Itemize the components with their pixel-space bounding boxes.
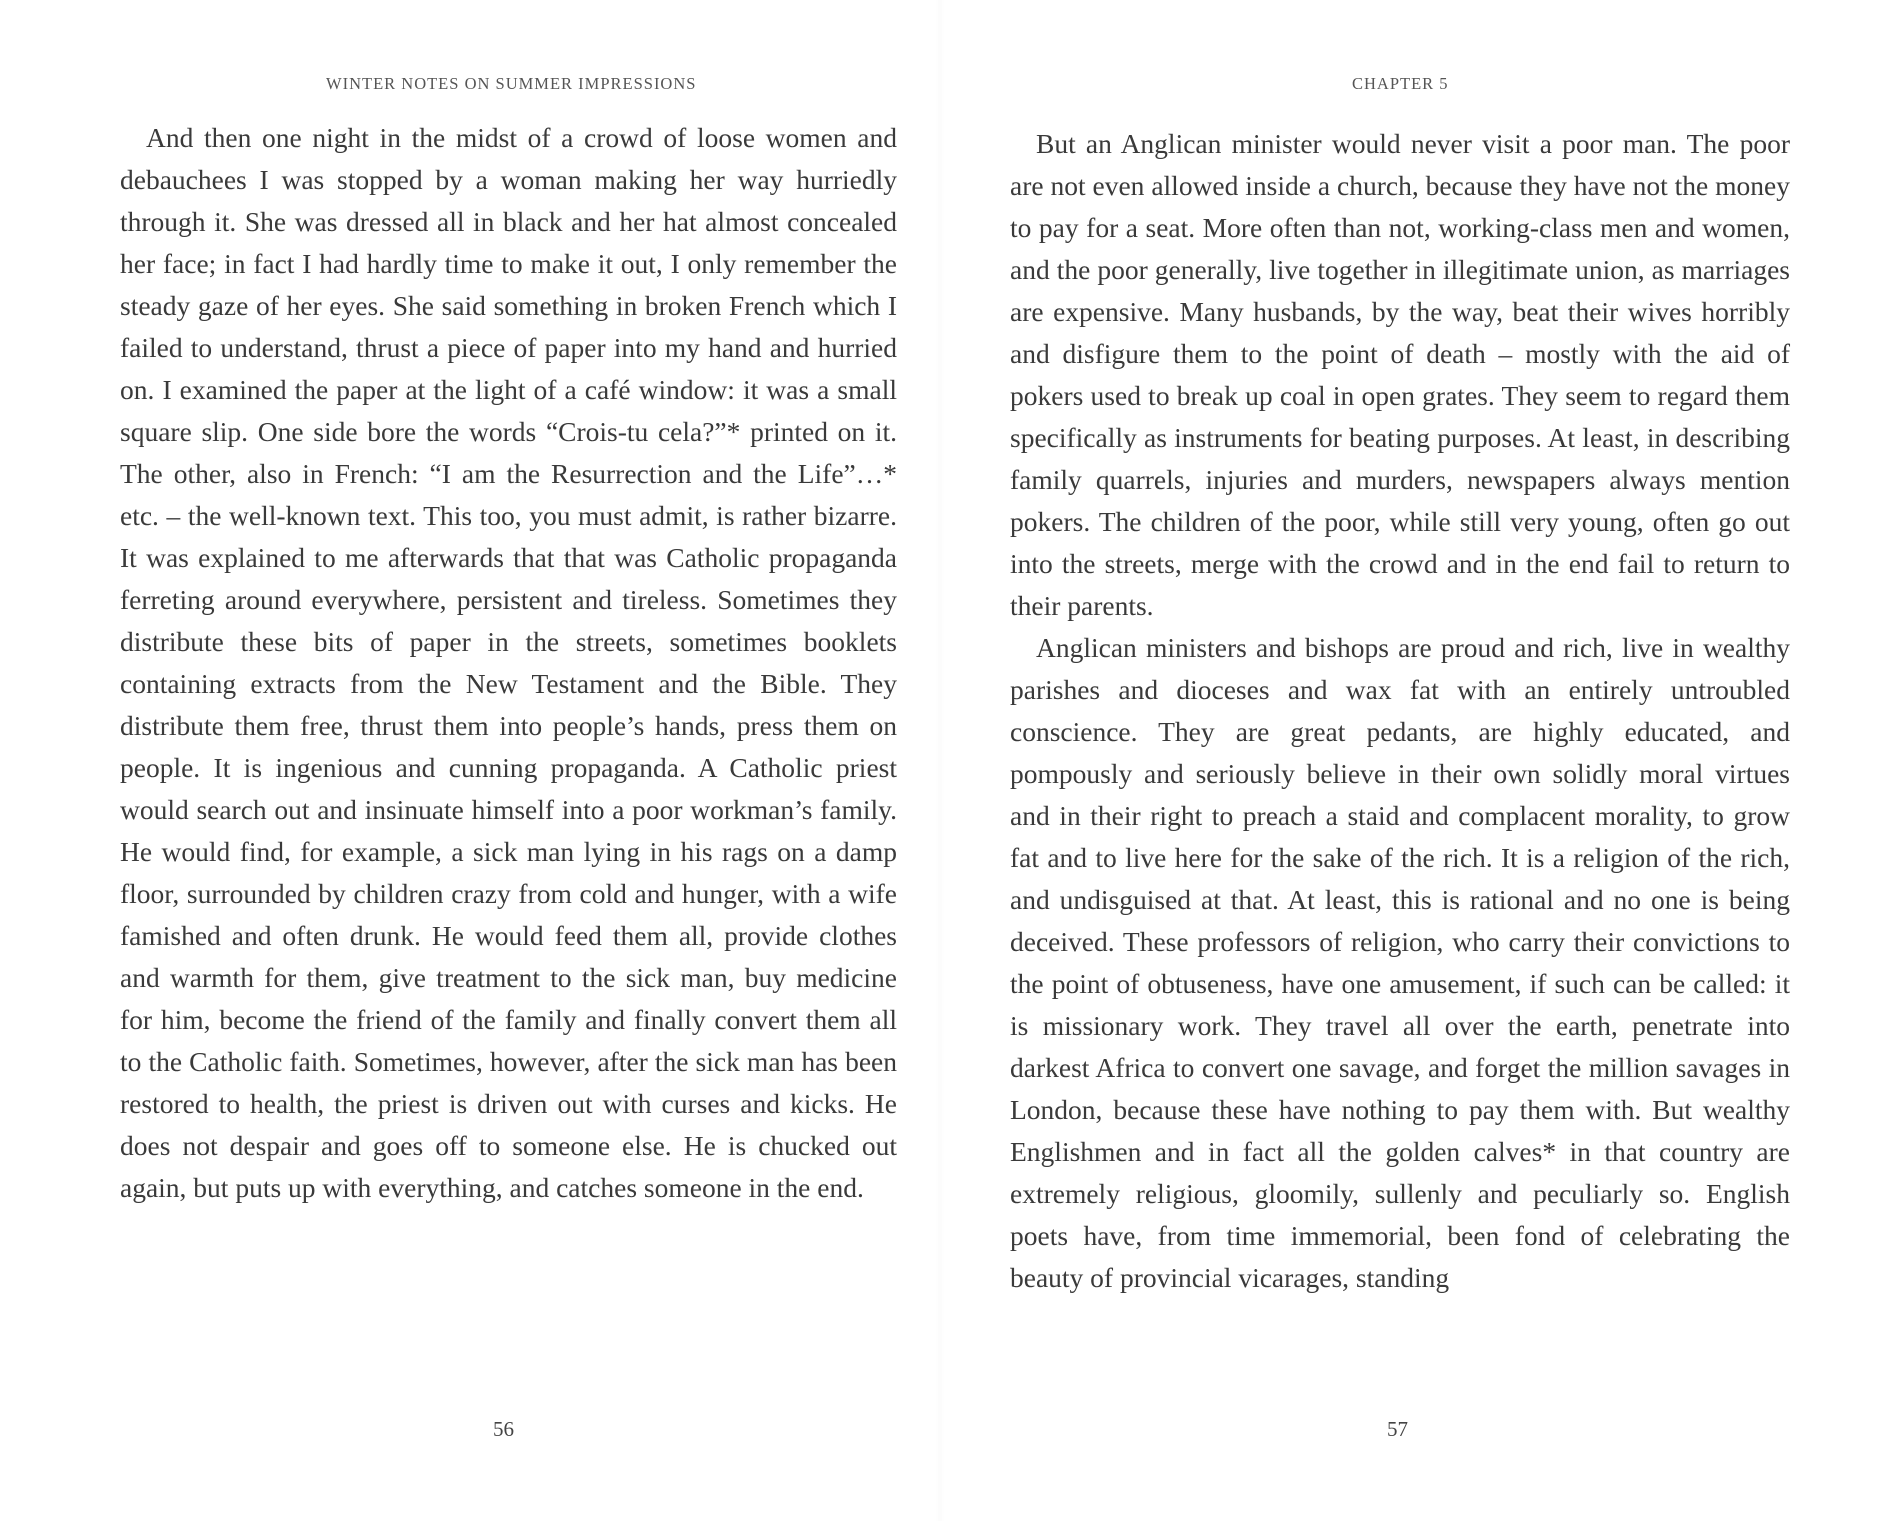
- running-head-left: WINTER NOTES ON SUMMER IMPRESSIONS: [326, 74, 697, 93]
- page-number-left: 56: [493, 1417, 514, 1441]
- paragraph: And then one night in the midst of a crowd of loose women and debauchees I was stopped by a woman making her way hurriedly through it. She was dressed all in black and her hat almost concealed her face; in fact I had hardly time to make it out, I only remember the steady gaze of her eyes. She said something in broken French which I failed to understand, thrust a piece of paper into my hand and hurried on. I examined the paper at the light of a café window: it was a small square slip. One side bore the words “Crois-tu cela?”* printed on it. The other, also in French: “I am the Resurrection and the Life”…* etc. – the well-known text. This too, you must admit, is rather bizarre. It was explained to me afterwards that that was Catholic propaganda ferreting around everywhere, persistent and tireless. Sometimes they distribute these bits of paper in the streets, sometimes booklets containing extracts from the New Testament and the Bible. They distribute them free, thrust them into people’s hands, press them on people. It is ingenious and cunning propaganda. A Catholic priest would search out and insinuate himself into a poor workman’s family. He would find, for example, a sick man lying in his rags on a damp floor, surrounded by children crazy from cold and hunger, with a wife famished and often drunk. He would feed them all, provide clothes and warmth for them, give treatment to the sick man, buy medicine for him, become the friend of the family and finally convert them all to the Catholic faith. Sometimes, however, after the sick man has been restored to health, the priest is driven out with curses and kicks. He does not despair and goes off to someone else. He is chucked out again, but puts up with everything, and catches someone in the end.: [120, 122, 897, 1203]
- paragraph: But an Anglican minister would never visit a poor man. The poor are not even allowed inside a church, because they have not the money to pay for a seat. More often than not, working-class men and women, and the poor generally, live together in illegitimate union, as marriages are expensive. Many husbands, by the way, beat their wives horribly and disfigure them to the point of death – mostly with the aid of pokers used to break up coal in open grates. They seem to regard them specifically as instruments for beating purposes. At least, in describing family quarrels, injuries and murders, newspapers always mention pokers. The children of the poor, while still very young, often go out into the streets, merge with the crowd and in the end fail to return to their parents.: [1010, 128, 1790, 621]
- page-number-right: 57: [1387, 1417, 1408, 1441]
- running-head-right: CHAPTER 5: [1352, 74, 1449, 93]
- paragraph: Anglican ministers and bishops are proud and rich, live in wealthy parishes and dioceses and wax fat with an entirely untroubled conscience. They are great pedants, are highly educated, and pompously and seriously believe in their own solidly moral virtues and in their right to preach a staid and complacent morality, to grow fat and to live here for the sake of the rich. It is a religion of the rich, and undisguised at that. At least, this is rational and no one is being deceived. These professors of religion, who carry their convictions to the point of obtuseness, have one amusement, if such can be called: it is missionary work. They travel all over the earth, penetrate into darkest Africa to convert one savage, and forget the million savages in London, because these have nothing to pay them with. But wealthy Englishmen and in fact all the golden calves* in that country are extremely religious, gloomily, sullenly and peculiarly so. English poets have, from time immemorial, been fond of celebrating the beauty of provincial vicarages, standing: [1010, 632, 1790, 1293]
- right-page-body: [1010, 123, 1790, 1299]
- right-page: [940, 0, 1880, 1521]
- left-page-body: [120, 117, 897, 1209]
